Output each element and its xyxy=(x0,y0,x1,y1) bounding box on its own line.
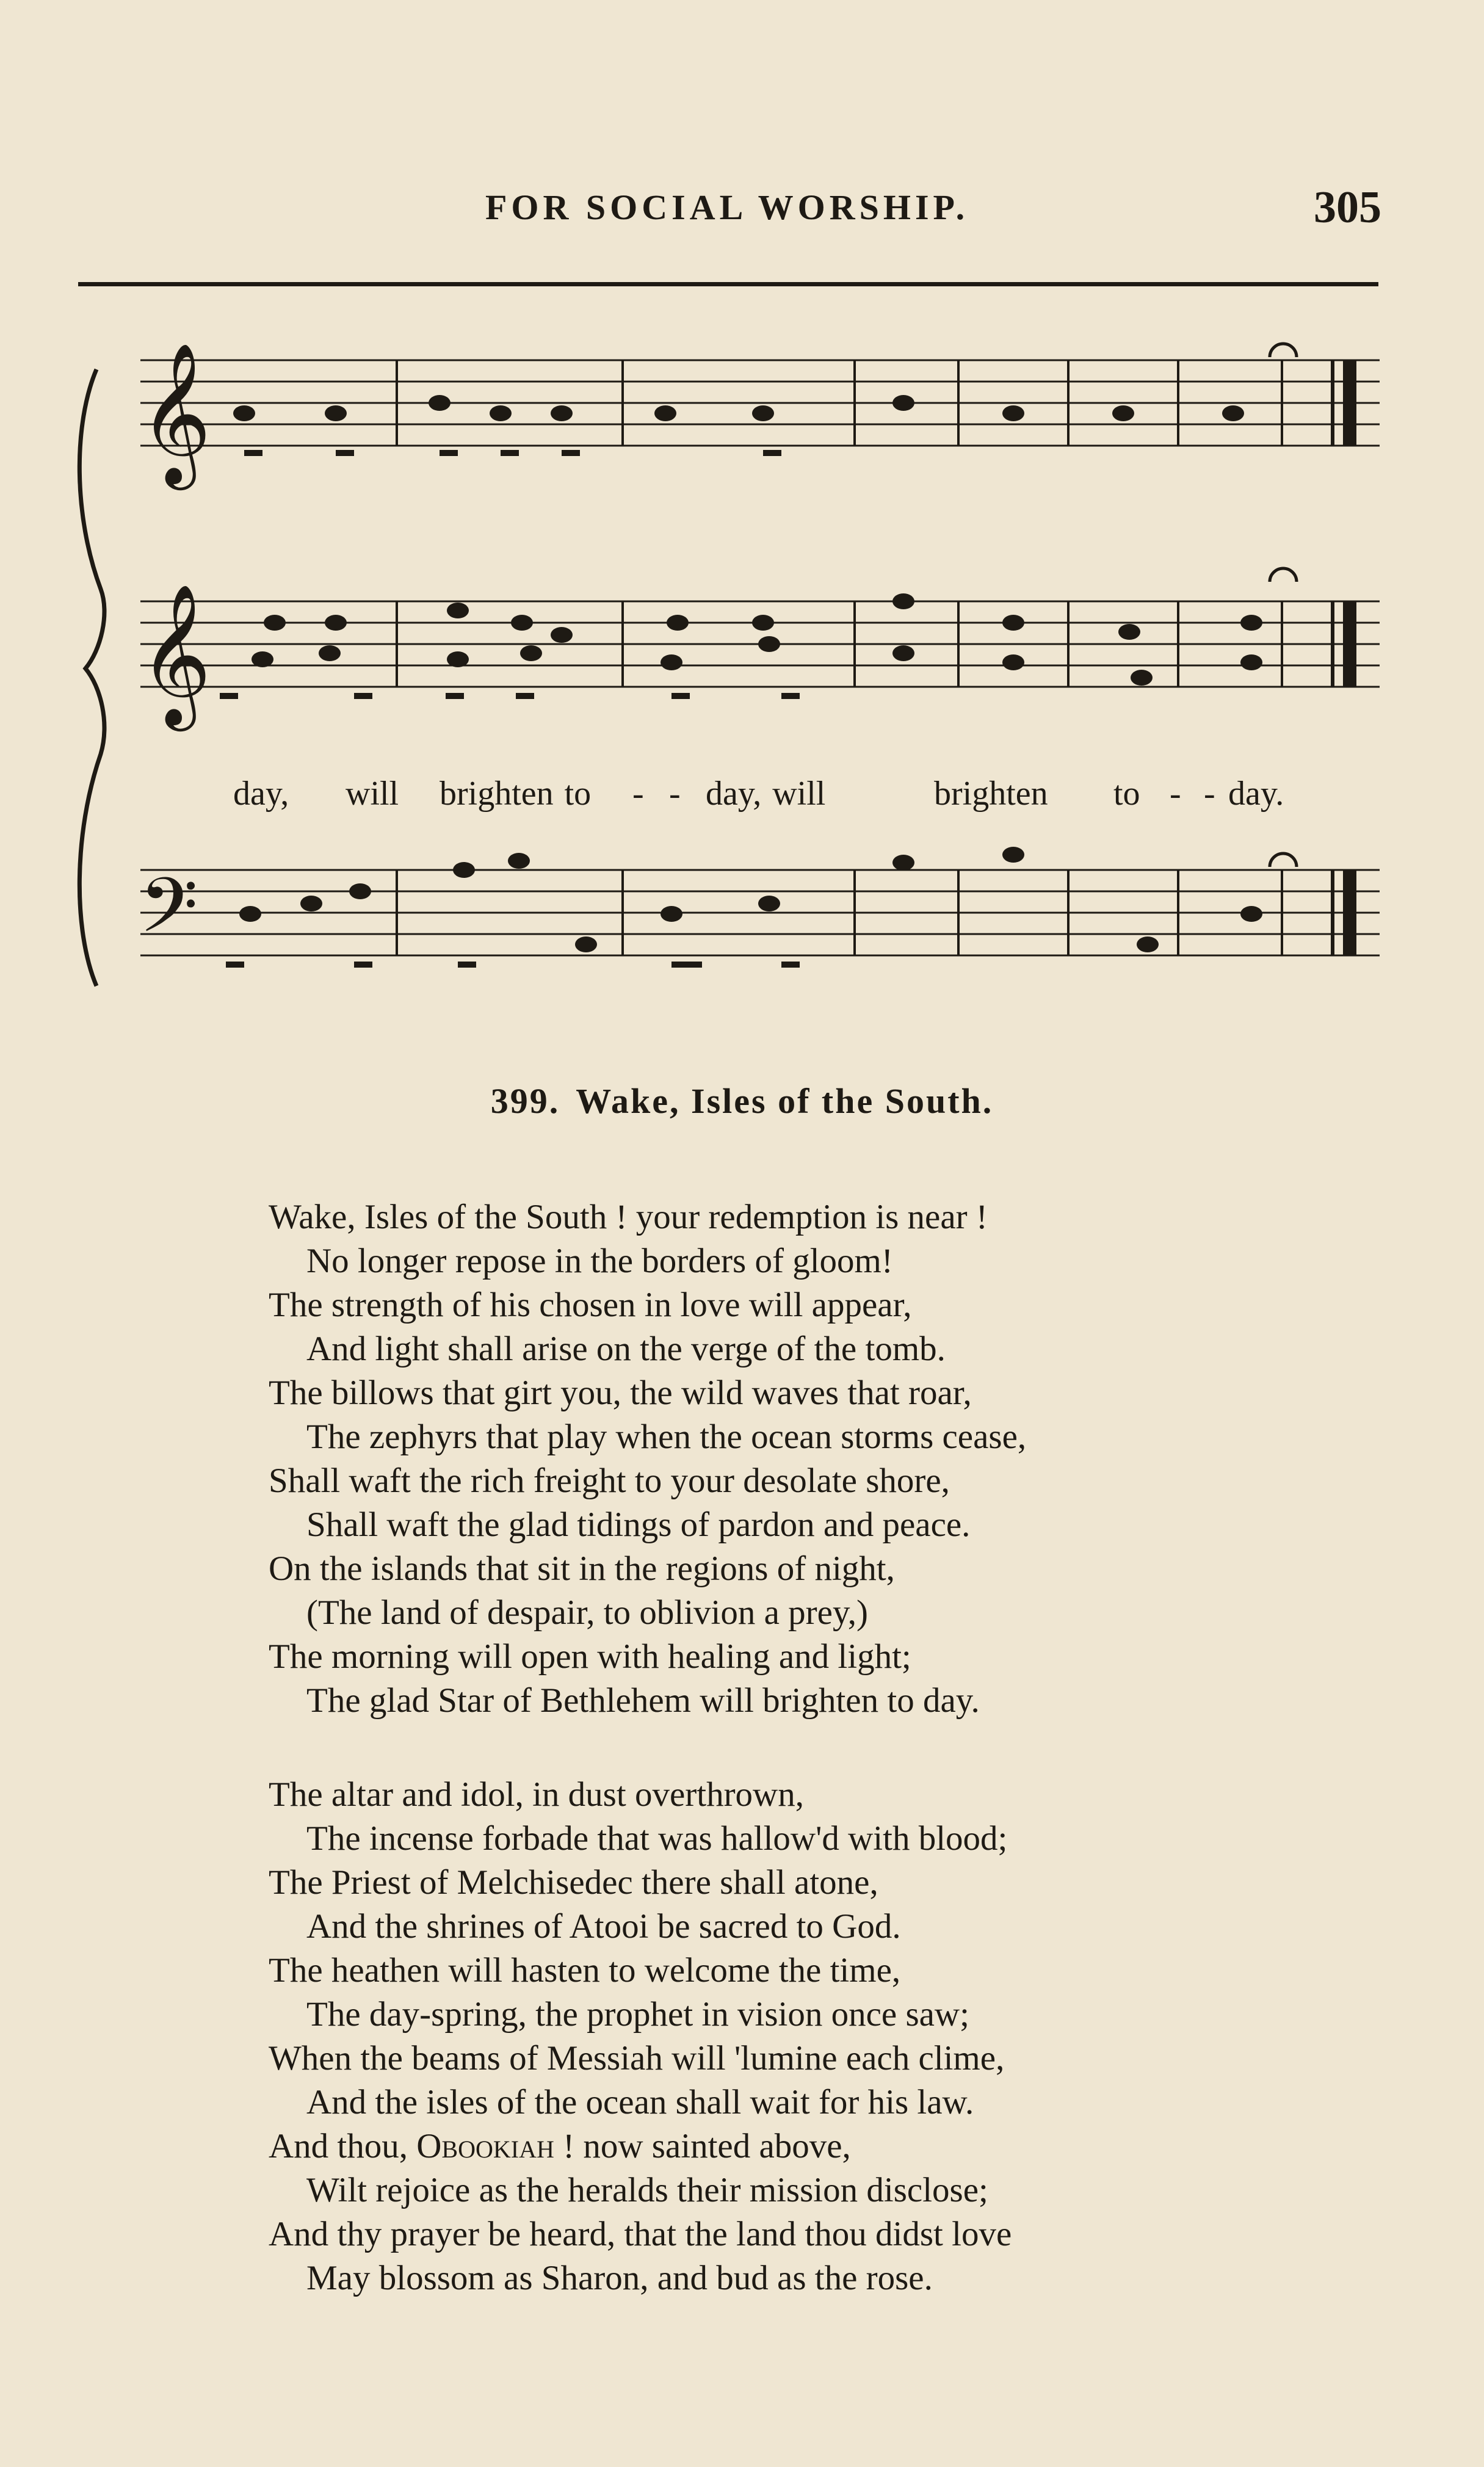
lyric-syllable: brighten to xyxy=(440,775,592,813)
stanza-2 xyxy=(269,1773,1428,2300)
verse-line: No longer repose in the borders of gloom! xyxy=(306,1242,893,1280)
hymn-heading xyxy=(0,1081,1484,1121)
stanza-1 xyxy=(269,1195,1428,1723)
page-number: 305 xyxy=(1314,183,1381,233)
verse-line: On the islands that sit in the regions of night, xyxy=(269,1549,895,1588)
verse-line: The strength of his chosen in love will appear, xyxy=(269,1286,912,1324)
lyric-syllable: - xyxy=(1204,775,1215,813)
bass-clef: 𝄢 xyxy=(139,862,198,968)
verse-line: And thy prayer be heard, that the land thou didst love xyxy=(269,2215,1012,2253)
system-brace xyxy=(79,369,104,986)
verse-text: And thou, xyxy=(269,2127,417,2165)
verse-line: Shall waft the glad tidings of pardon and peace. xyxy=(306,1505,971,1544)
lyric-syllable: will xyxy=(346,775,399,813)
verse-line: The Priest of Melchisedec there shall atone, xyxy=(269,1863,878,1902)
hymn-number: 399. xyxy=(490,1081,560,1121)
staff-bass xyxy=(140,870,1380,955)
lyric-syllable: day, will xyxy=(706,775,826,813)
verse-line: The glad Star of Bethlehem will brighten to day. xyxy=(306,1681,980,1720)
person-name: Obookiah xyxy=(416,2127,554,2165)
verse-line: The heathen will hasten to welcome the time, xyxy=(269,1951,901,1990)
verse-line: May blossom as Sharon, and bud as the rose. xyxy=(306,2259,933,2297)
verse-line: Shall waft the rich freight to your desolate shore, xyxy=(269,1462,950,1500)
verse-line: When the beams of Messiah will 'lumine each clime, xyxy=(269,2039,1005,2078)
verse-line: The billows that girt you, the wild waves that roar, xyxy=(269,1374,972,1412)
page-header xyxy=(0,182,1484,237)
lyric-syllable: - xyxy=(669,775,681,813)
verse-line: And the isles of the ocean shall wait for his law. xyxy=(306,2083,974,2121)
verse-line: The morning will open with healing and light; xyxy=(269,1637,911,1676)
treble-clef-2: 𝄞 xyxy=(139,583,212,725)
lyric-syllable: - xyxy=(632,775,644,813)
verse-line-with-name xyxy=(269,2125,1428,2168)
verse-line: The incense forbade that was hallow'd with blood; xyxy=(306,1819,1008,1858)
final-barlines xyxy=(1331,360,1356,955)
verse-line: Wake, Isles of the South ! your redemption is near ! xyxy=(269,1198,988,1236)
notes xyxy=(220,395,1262,968)
verse-line: The altar and idol, in dust overthrown, xyxy=(269,1775,804,1814)
verse-line: And light shall arise on the verge of the tomb. xyxy=(306,1330,946,1368)
lyric-syllable: day. xyxy=(1228,775,1284,813)
verse-line: The zephyrs that play when the ocean storms cease, xyxy=(306,1418,1027,1456)
running-title: FOR SOCIAL WORSHIP. xyxy=(485,187,969,227)
lyric-syllable: - xyxy=(1170,775,1181,813)
staff-treble-1 xyxy=(140,360,1380,446)
lyric-syllable: to xyxy=(1113,775,1140,813)
music-score xyxy=(67,333,1392,1010)
verse-text: ! now sainted above, xyxy=(554,2127,851,2165)
lyric-syllable: day, xyxy=(233,775,289,813)
music-notation xyxy=(67,333,1392,1010)
header-rule xyxy=(78,282,1378,286)
verse-line: The day-spring, the prophet in vision once saw; xyxy=(306,1995,969,2034)
verse-line: And the shrines of Atooi be sacred to God. xyxy=(306,1907,901,1946)
lyric-syllable: brighten xyxy=(934,775,1048,813)
hymn-title: Wake, Isles of the South. xyxy=(576,1081,994,1121)
verse-line: Wilt rejoice as the heralds their mission disclose; xyxy=(306,2171,988,2209)
verse-line: (The land of despair, to oblivion a prey,) xyxy=(306,1593,868,1632)
treble-clef-1: 𝄞 xyxy=(139,342,212,484)
